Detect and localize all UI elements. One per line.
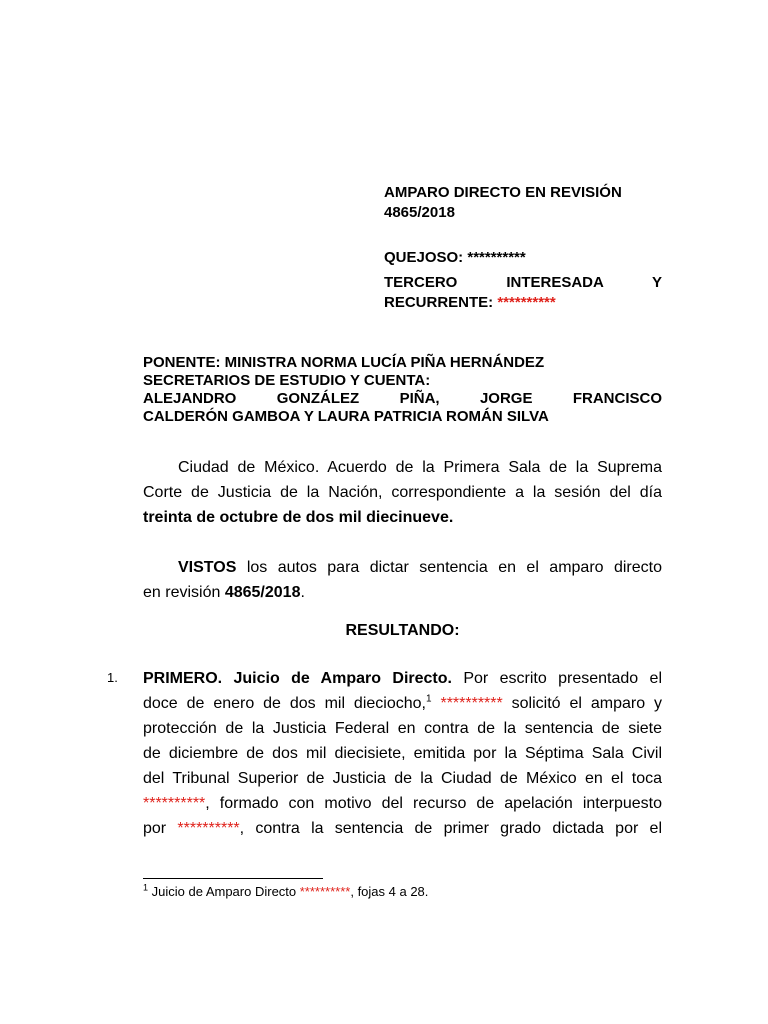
case-number: 4865/2018: [384, 204, 455, 221]
primero-text: solicitó el amparo y: [502, 695, 662, 712]
recurrente-value: **********: [497, 294, 556, 311]
footnote-text: , fojas 4 a 28.: [350, 884, 429, 899]
footnote-separator: [143, 878, 323, 879]
recurrente-label: RECURRENTE:: [384, 294, 494, 311]
secretarios-label: SECRETARIOS DE ESTUDIO Y CUENTA:: [143, 372, 431, 389]
ponente-line: PONENTE: MINISTRA NORMA LUCÍA PIÑA HERNÁNDEZ: [143, 354, 545, 371]
primero-text: Por escrito presentado el: [451, 670, 662, 687]
intro-line: Corte de Justicia de la Nación, correspondiente a la sesión del día: [143, 484, 662, 501]
ponente-block: [143, 354, 662, 426]
vistos-text: en revisión: [143, 584, 225, 601]
paragraph-number: 1.: [107, 670, 118, 685]
case-title: [384, 183, 662, 223]
tercero-word-3: Y: [651, 274, 662, 291]
quejoso-line: [384, 248, 662, 268]
redacted-name: **********: [440, 695, 503, 712]
secretarios-names-1: ALEJANDRO GONZÁLEZ PIÑA, JORGE FRANCISCO: [143, 390, 662, 407]
intro-paragraph: [143, 455, 662, 530]
intro-line: Ciudad de México. Acuerdo de la Primera Sala de la Suprema: [178, 459, 662, 476]
footnote-text: Juicio de Amparo Directo: [148, 884, 300, 899]
vistos-paragraph: [143, 555, 662, 605]
vistos-text: .: [300, 584, 305, 601]
redacted-name: **********: [177, 820, 240, 837]
tercero-line: [384, 273, 662, 293]
session-date: treinta de octubre de dos mil diecinueve.: [143, 509, 454, 526]
redacted-name: **********: [299, 884, 351, 899]
vistos-line: [143, 555, 662, 580]
primero-title: PRIMERO. Juicio de Amparo Directo.: [143, 670, 452, 687]
primero-text: , contra la sentencia de primer grado dictada por el: [239, 820, 663, 837]
resultando-heading: RESULTANDO:: [345, 622, 460, 639]
primero-line: de diciembre de dos mil diecisiete, emitida por la Séptima Sala Civil: [143, 745, 662, 762]
secretarios-names-2: CALDERÓN GAMBOA Y LAURA PATRICIA ROMÁN SILVA: [143, 408, 549, 425]
primero-line: del Tribunal Superior de Justicia de la Ciudad de México en el toca: [143, 770, 662, 787]
primero-text: doce de enero de dos mil dieciocho,: [143, 695, 426, 712]
footnote: [143, 884, 428, 900]
primero-line: protección de la Justicia Federal en contra de la sentencia de siete: [143, 720, 662, 737]
recurrente-line: [384, 293, 662, 313]
parties-block: [384, 248, 662, 313]
primero-paragraph: [143, 666, 662, 841]
vistos-text: los autos para dictar sentencia en el amparo directo: [236, 559, 662, 576]
redacted-name: **********: [143, 795, 206, 812]
quejoso-value: **********: [467, 249, 526, 266]
vistos-case-number: 4865/2018: [224, 584, 301, 601]
footnote-ref[interactable]: 1: [425, 693, 432, 705]
primero-line: [143, 816, 662, 841]
primero-text: por: [143, 820, 178, 837]
vistos-keyword: VISTOS: [178, 559, 237, 576]
primero-line: [143, 791, 662, 816]
quejoso-label: QUEJOSO:: [384, 249, 464, 266]
primero-line: [143, 666, 662, 691]
tercero-word-1: TERCERO: [384, 274, 458, 291]
tercero-word-2: INTERESADA: [506, 274, 604, 291]
primero-text: , formado con motivo del recurso de apelación interpuesto: [205, 795, 662, 812]
primero-line: [143, 691, 662, 716]
case-type: AMPARO DIRECTO EN REVISIÓN: [384, 184, 622, 201]
footnote-mark: 1: [143, 882, 149, 893]
vistos-line: [143, 580, 662, 605]
